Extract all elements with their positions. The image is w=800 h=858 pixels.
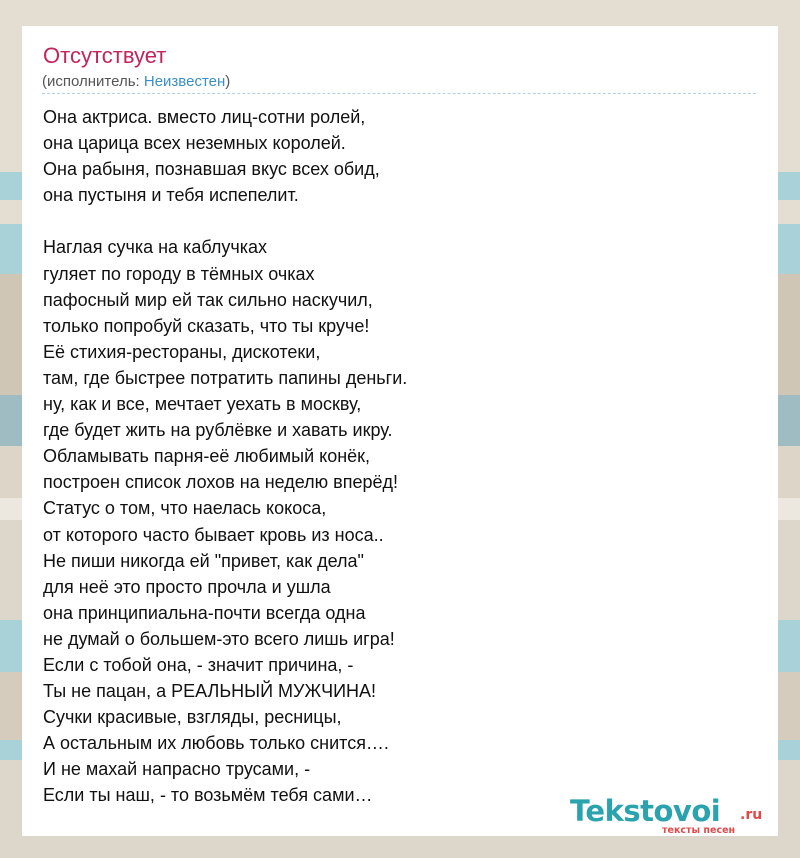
artist-suffix: ) [225, 73, 231, 90]
lyrics-text [43, 104, 743, 809]
lyric-line: Она рабыня, познавшая вкус всех обид, [43, 159, 380, 180]
lyric-line: ну, как и все, мечтает уехать в москву, [43, 394, 362, 415]
artist-link[interactable]: Неизвестен [143, 73, 226, 90]
lyric-line: она пустыня и тебя испепелит. [43, 185, 299, 206]
lyric-line: Наглая сучка на каблучках [43, 237, 267, 258]
logo-wordmark: Tekstovoi [570, 794, 721, 828]
tekstovoi-logo[interactable] [570, 794, 775, 840]
lyric-line: Если с тобой она, - значит причина, - [43, 654, 354, 675]
stanza-1 [43, 104, 743, 208]
lyric-line: Ты не пацан, а РЕАЛЬНЫЙ МУЖЧИНА! [43, 681, 377, 702]
lyrics-card [22, 26, 778, 836]
lyric-line: она принципиальна-почти всегда одна [43, 602, 366, 623]
lyric-line: не думай о большем-это всего лишь игра! [43, 628, 395, 649]
lyric-line: от которого часто бывает кровь из носа.. [43, 524, 384, 545]
lyric-line: она царица всех неземных королей. [43, 133, 346, 154]
lyric-line: только попробуй сказать, что ты круче! [43, 315, 370, 336]
title-divider [42, 93, 756, 94]
lyric-line: для неё это просто прочла и ушла [43, 576, 331, 597]
artist-prefix: (исполнитель: [42, 73, 144, 90]
lyric-line: Статус о том, что наелась кокоса, [43, 498, 327, 519]
lyric-line: Обламывать парня-её любимый конёк, [43, 446, 371, 467]
song-title: Отсутствует [43, 43, 167, 68]
lyric-line: где будет жить на рублёвке и хавать икру. [43, 420, 393, 441]
stanza-2 [43, 234, 743, 808]
logo-tagline: тексты песен [662, 825, 736, 836]
lyric-line: Она актриса. вместо лиц-сотни ролей, [43, 107, 366, 127]
artist-line [42, 73, 230, 91]
lyric-line: пафосный мир ей так сильно наскучил, [43, 289, 373, 310]
lyric-line: И не махай напрасно трусами, - [43, 759, 311, 780]
lyric-line: Если ты наш, - то возьмём тебя сами… [43, 785, 373, 806]
lyric-line: Не пиши никогда ей "привет, как дела" [43, 550, 364, 571]
lyric-line: гуляет по городу в тёмных очках [43, 263, 315, 284]
lyric-line: там, где быстрее потратить папины деньги. [43, 367, 408, 388]
lyric-line: построен список лохов на неделю вперёд! [43, 472, 399, 493]
logo-domain: .ru [740, 807, 763, 823]
lyric-line: Её стихия-рестораны, дискотеки, [43, 341, 321, 362]
lyric-line: Сучки красивые, взгляды, ресницы, [43, 707, 342, 728]
lyric-line: А остальным их любовь только снится…. [43, 733, 389, 754]
